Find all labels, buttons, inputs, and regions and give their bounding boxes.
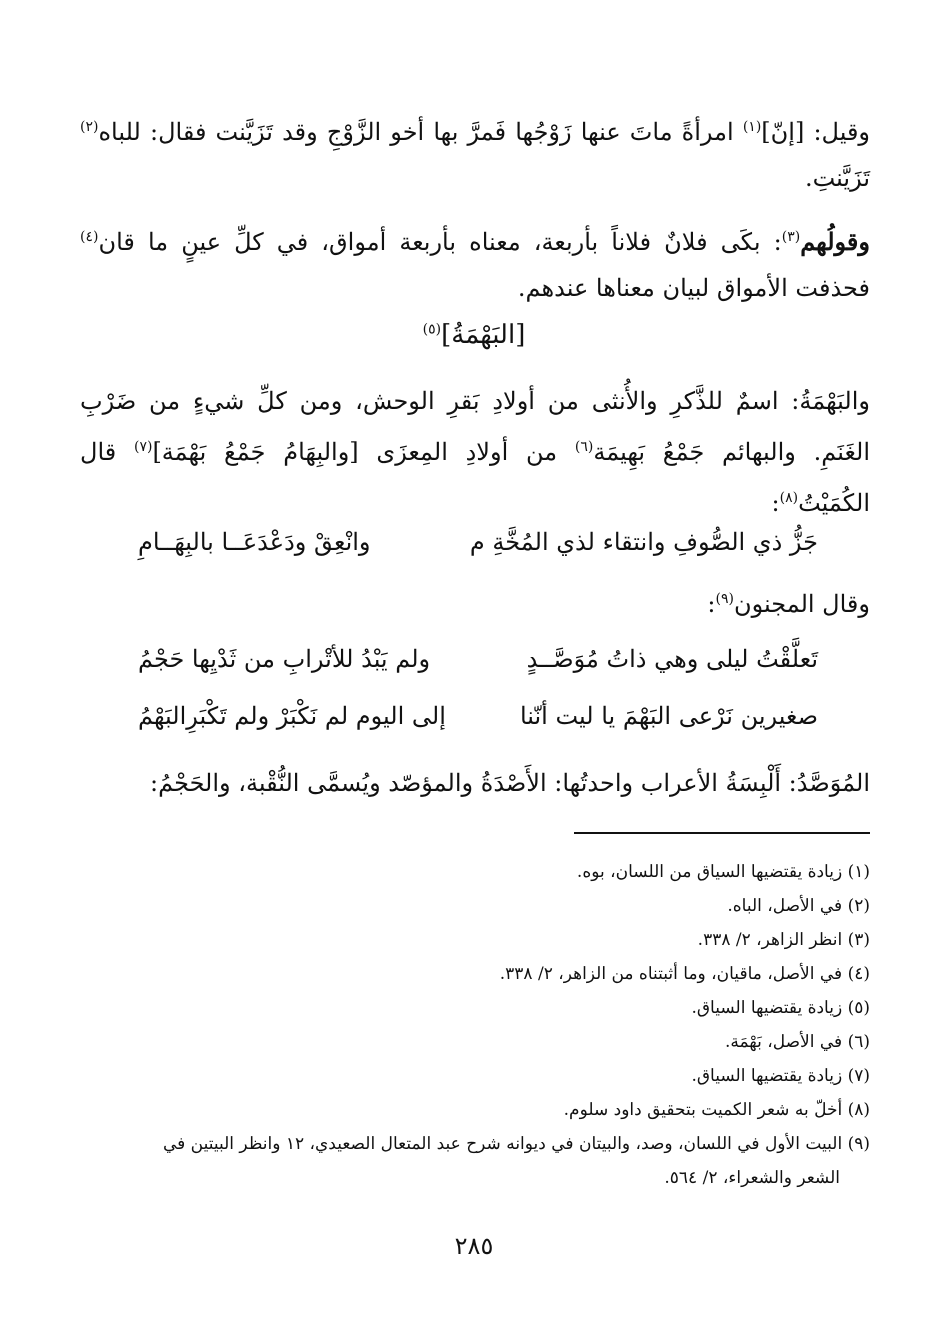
footnote-ref-4[interactable]: (٤)	[80, 229, 99, 245]
footnote-ref-7[interactable]: (٧)	[133, 439, 153, 455]
footnote-divider	[574, 832, 870, 834]
paragraph-1	[80, 104, 870, 201]
footnote-ref-5[interactable]: (٥)	[422, 321, 442, 338]
verse-intro	[707, 590, 870, 618]
text-run: قال الكُمَيْتُ	[80, 438, 870, 517]
text-run: :	[771, 489, 780, 517]
footnotes-section	[80, 855, 870, 1195]
footnote-ref-9[interactable]: (٩)	[715, 591, 734, 607]
footnote-6: (٦) في الأصل، بَهْمَة.	[724, 1032, 870, 1052]
text-run: من أولادِ المِعزَى [والبِهَامُ جَمْعُ بَهْمَة]	[152, 438, 575, 466]
paragraph-2	[80, 214, 870, 311]
verse-hemistich-second: إلى اليوم لم نَكْبَرْ ولم تَكْبَرِالبَهْمُ	[138, 702, 446, 730]
footnote-4: (٤) في الأصل، ماقيان، وما أثبتناه من الزاهر، ٢/ ٣٣٨.	[499, 964, 870, 984]
text-run: فحذفت الأمواق لبيان معناها عندهم.	[517, 274, 870, 302]
verse-hemistich-second: وانْعِقْ ودَعْدَعَــا بالبِهَــامِ	[138, 528, 371, 556]
text-run: : بكَى فلانٌ فلاناً بأربعة، معناه بأربعة أمواق، في كلِّ عينٍ ما قان	[98, 228, 782, 256]
section-heading	[0, 320, 948, 350]
footnote-ref-3[interactable]: (٣)	[781, 229, 801, 245]
footnote-ref-1[interactable]: (١)	[742, 119, 762, 135]
footnote-3: (٣) انظر الزاهر، ٢/ ٣٣٨.	[697, 930, 870, 950]
poem-verse-3	[138, 702, 818, 730]
footnote-1: (١) زيادة يقتضيها السياق من اللسان، بوه.	[576, 862, 870, 882]
verse-hemistich-first: تَعلَّقْتُ ليلى وهي ذاتُ مُوَصَّــدٍ	[526, 645, 818, 673]
verse-hemistich-first: صغيرين نَرْعى البَهْمَ يا ليت أنّنا	[519, 702, 818, 730]
footnote-8: (٨) أخلّ به شعر الكميت بتحقيق داود سلوم.	[563, 1100, 870, 1120]
text-run: وقيل: [إنّ]	[761, 118, 871, 146]
paragraph-3	[80, 378, 870, 526]
heading-text: [البَهْمَةُ]	[441, 320, 526, 350]
footnote-ref-6[interactable]: (٦)	[574, 439, 594, 455]
text-run: وقال المجنون	[733, 590, 870, 618]
footnote-5: (٥) زيادة يقتضيها السياق.	[691, 998, 870, 1018]
verse-hemistich-first: جَزُّ ذي الصُّوفِ وانتقاء لذي المُخَّةِ م	[469, 528, 818, 556]
text-run: :	[707, 590, 716, 618]
text-run: وقولُهم	[800, 227, 870, 256]
footnote-7: (٧) زيادة يقتضيها السياق.	[691, 1066, 870, 1086]
footnote-9: (٩) البيت الأول في اللسان، وصد، والبيتان في ديوانه شرح عبد المتعال الصعيدي، ١٢ وانظر البيتين في	[162, 1134, 870, 1154]
text-run: امرأةً ماتَ عنها زَوْجُها فَمرَّ بها أخو الزَّوْجِ وقد تَزَيَّنت فقال: للباه	[98, 118, 743, 146]
footnote-ref-8[interactable]: (٨)	[779, 490, 799, 506]
page-number: ٢٨٥	[454, 1232, 494, 1260]
footnote-ref-2[interactable]: (٢)	[80, 119, 99, 135]
poem-verse-2	[138, 645, 818, 673]
paragraph-4: المُوَصَّدُ: أَلْبِسَةُ الأعراب واحدتُها: الأَصْدَةُ والمؤصّد ويُسمَّى النُّقْبة، والحَجْمُ:	[150, 769, 870, 797]
footnote-9-continuation: الشعر والشعراء، ٢/ ٥٦٤.	[664, 1168, 840, 1188]
text-run: تَزَيَّنتِ.	[804, 164, 870, 192]
poem-verse-1	[138, 528, 818, 556]
text-run: والبَهْمَةُ: اسمٌ للذَّكرِ والأُنثى من أولادِ بَقرِ الوحش، ومن كلِّ شيءٍ من ضَرْبِ الغَنَمِ. والبهائم جَمْعُ بَهِيمَة	[80, 387, 871, 466]
verse-hemistich-second: ولم يَبْدُ للأتْرابِ من ثَدْيِها حَجْمُ	[138, 645, 431, 673]
footnote-2: (٢) في الأصل، الباه.	[727, 896, 870, 916]
